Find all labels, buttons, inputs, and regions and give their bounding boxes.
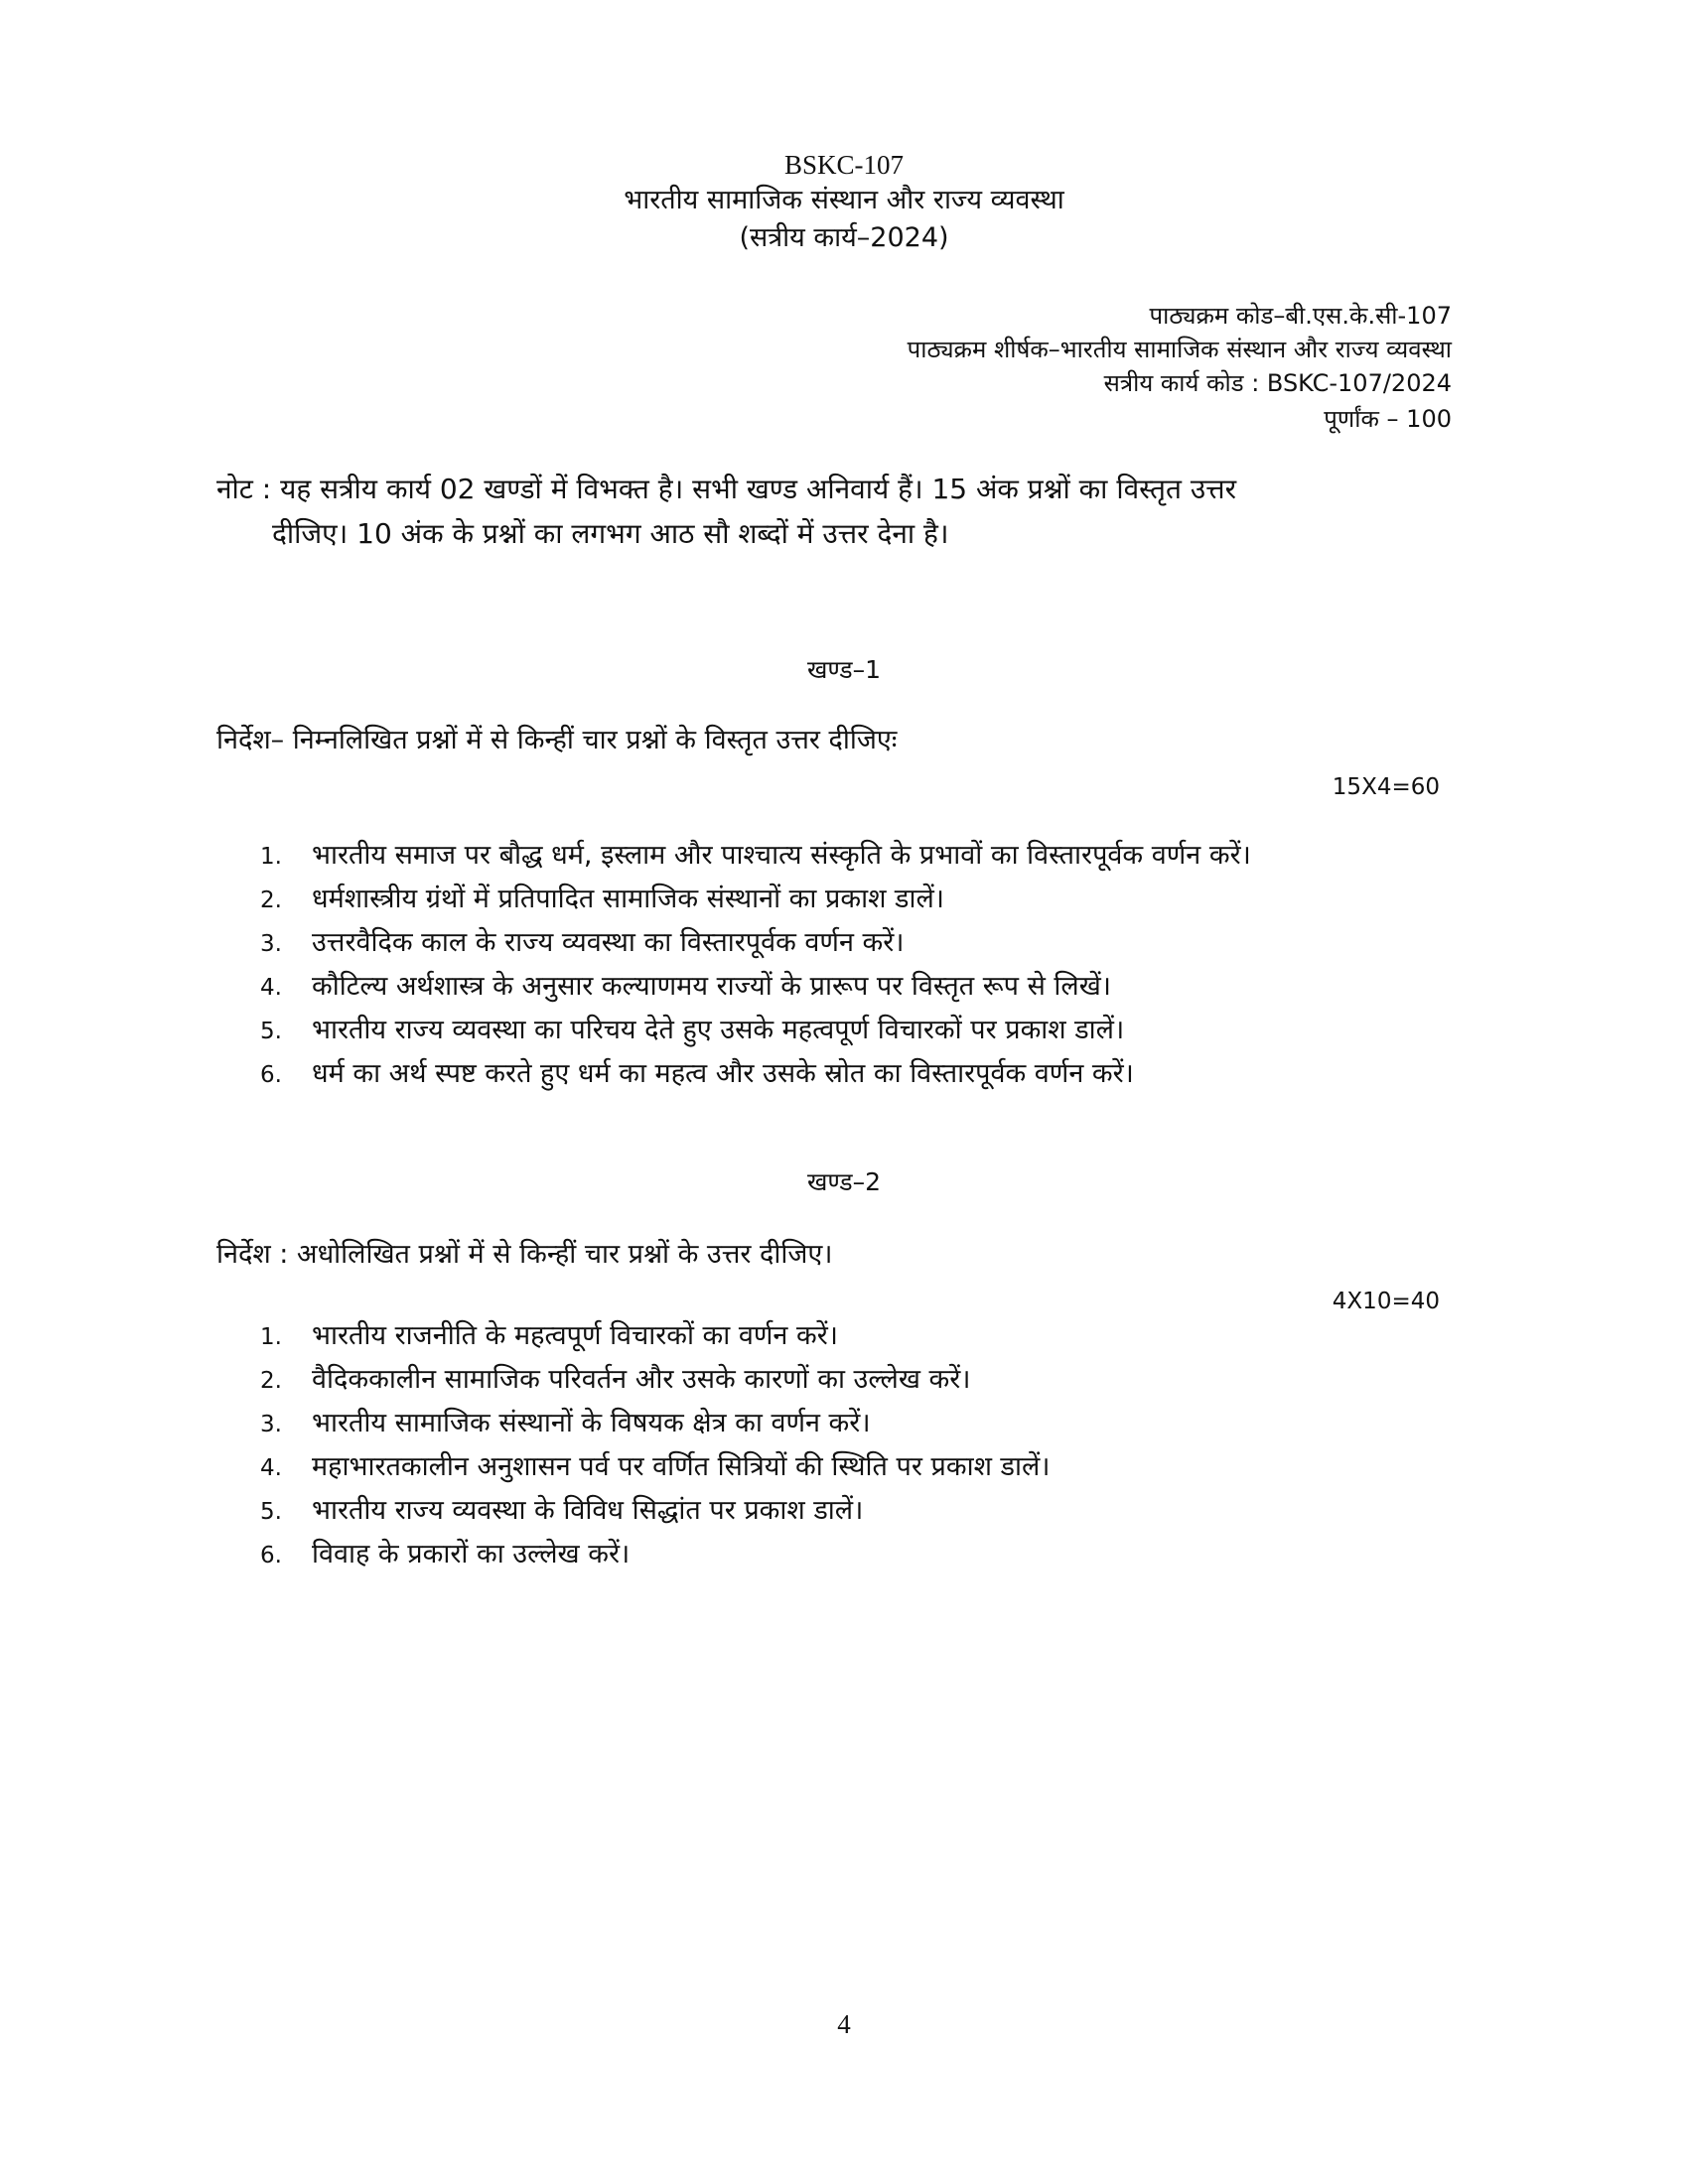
- section-1-marks: 15X4=60: [1332, 774, 1440, 800]
- meta-assignment-code: सत्रीय कार्य कोड : BSKC-107/2024: [1103, 369, 1452, 397]
- question-number: 4.: [260, 1455, 282, 1481]
- question-text: विवाह के प्रकारों का उल्लेख करें।: [312, 1539, 631, 1570]
- section-2-title: खण्ड–2: [806, 1167, 882, 1196]
- section-2-marks: 4X10=40: [1332, 1289, 1440, 1314]
- question-item: [260, 878, 1251, 921]
- section-1-title: खण्ड–1: [806, 655, 882, 684]
- note-line-1: [216, 467, 1448, 511]
- question-item: [260, 1533, 1051, 1576]
- note-text-1: यह सत्रीय कार्य 02 खण्डों में विभक्त है। सभी खण्ड अनिवार्य हैं। 15 अंक प्रश्नों का विस्तृत उत्तर: [280, 473, 1237, 505]
- question-item: [260, 921, 1251, 965]
- page-number: 4: [837, 2009, 851, 2039]
- question-text: भारतीय राज्य व्यवस्था का परिचय देते हुए उसके महत्वपूर्ण विचारकों पर प्रकाश डालें।: [312, 1015, 1125, 1045]
- question-item: [260, 1009, 1251, 1052]
- question-number: 5.: [260, 1019, 282, 1044]
- question-number: 6.: [260, 1543, 282, 1569]
- question-number: 6.: [260, 1062, 282, 1088]
- meta-course-title: पाठ्यक्रम शीर्षक–भारतीय सामाजिक संस्थान और राज्य व्यवस्था: [907, 336, 1452, 363]
- question-text: उत्तरवैदिक काल के राज्य व्यवस्था का विस्तारपूर्वक वर्णन करें।: [312, 927, 905, 958]
- question-item: [260, 1052, 1251, 1096]
- meta-course-code: पाठ्यक्रम कोड–बी.एस.के.सी-107: [1149, 302, 1452, 330]
- section-2-direction: निर्देश : अधोलिखित प्रश्नों में से किन्हीं चार प्रश्नों के उत्तर दीजिए।: [216, 1239, 833, 1270]
- question-number: 3.: [260, 931, 282, 957]
- question-number: 5.: [260, 1499, 282, 1525]
- question-number: 2.: [260, 1368, 282, 1394]
- question-text: भारतीय राजनीति के महत्वपूर्ण विचारकों का वर्णन करें।: [312, 1320, 838, 1351]
- question-number: 2.: [260, 887, 282, 913]
- question-item: [260, 834, 1251, 878]
- question-number: 4.: [260, 975, 282, 1001]
- section-1-question-list: [260, 834, 1251, 1096]
- note-block: [216, 467, 1448, 556]
- question-text: महाभारतकालीन अनुशासन पर्व पर वर्णित सित्रियों की स्थिति पर प्रकाश डालें।: [312, 1451, 1051, 1482]
- question-text: कौटिल्य अर्थशास्त्र के अनुसार कल्याणमय राज्यों के प्रारूप पर विस्तृत रूप से लिखें।: [312, 971, 1112, 1002]
- note-line-2: दीजिए। 10 अंक के प्रश्नों का लगभग आठ सौ शब्दों में उत्तर देना है।: [272, 517, 949, 550]
- question-text: भारतीय सामाजिक संस्थानों के विषयक क्षेत्र का वर्णन करें।: [312, 1408, 871, 1438]
- question-text: धर्मशास्त्रीय ग्रंथों में प्रतिपादित सामाजिक संस्थानों का प्रकाश डालें।: [312, 884, 944, 914]
- meta-max-marks: पूर्णांक – 100: [1324, 405, 1452, 433]
- question-text: भारतीय राज्य व्यवस्था के विविध सिद्धांत पर प्रकाश डालें।: [312, 1495, 864, 1526]
- document-title: भारतीय सामाजिक संस्थान और राज्य व्यवस्था: [624, 185, 1064, 215]
- section-2-question-list: [260, 1314, 1051, 1576]
- question-item: [260, 1489, 1051, 1533]
- course-code-heading: BSKC-107: [783, 150, 905, 180]
- note-label: नोट :: [216, 473, 272, 505]
- question-item: [260, 1358, 1051, 1402]
- question-item: [260, 1445, 1051, 1489]
- question-number: 3.: [260, 1412, 282, 1437]
- question-text: धर्म का अर्थ स्पष्ट करते हुए धर्म का महत्व और उसके स्रोत का विस्तारपूर्वक वर्णन करें।: [312, 1058, 1134, 1089]
- question-text: भारतीय समाज पर बौद्ध धर्म, इस्लाम और पाश्चात्य संस्कृति के प्रभावों का विस्तारपूर्वक वर्णन करें।: [312, 840, 1251, 871]
- question-item: [260, 965, 1251, 1009]
- question-number: 1.: [260, 1324, 282, 1350]
- section-1-direction: निर्देश– निम्नलिखित प्रश्नों में से किन्हीं चार प्रश्नों के विस्तृत उत्तर दीजिएः: [216, 725, 898, 755]
- question-item: [260, 1402, 1051, 1445]
- question-text: वैदिककालीन सामाजिक परिवर्तन और उसके कारणों का उल्लेख करें।: [312, 1364, 971, 1395]
- document-subtitle: (सत्रीय कार्य–2024): [739, 222, 949, 253]
- question-item: [260, 1314, 1051, 1358]
- question-number: 1.: [260, 844, 282, 870]
